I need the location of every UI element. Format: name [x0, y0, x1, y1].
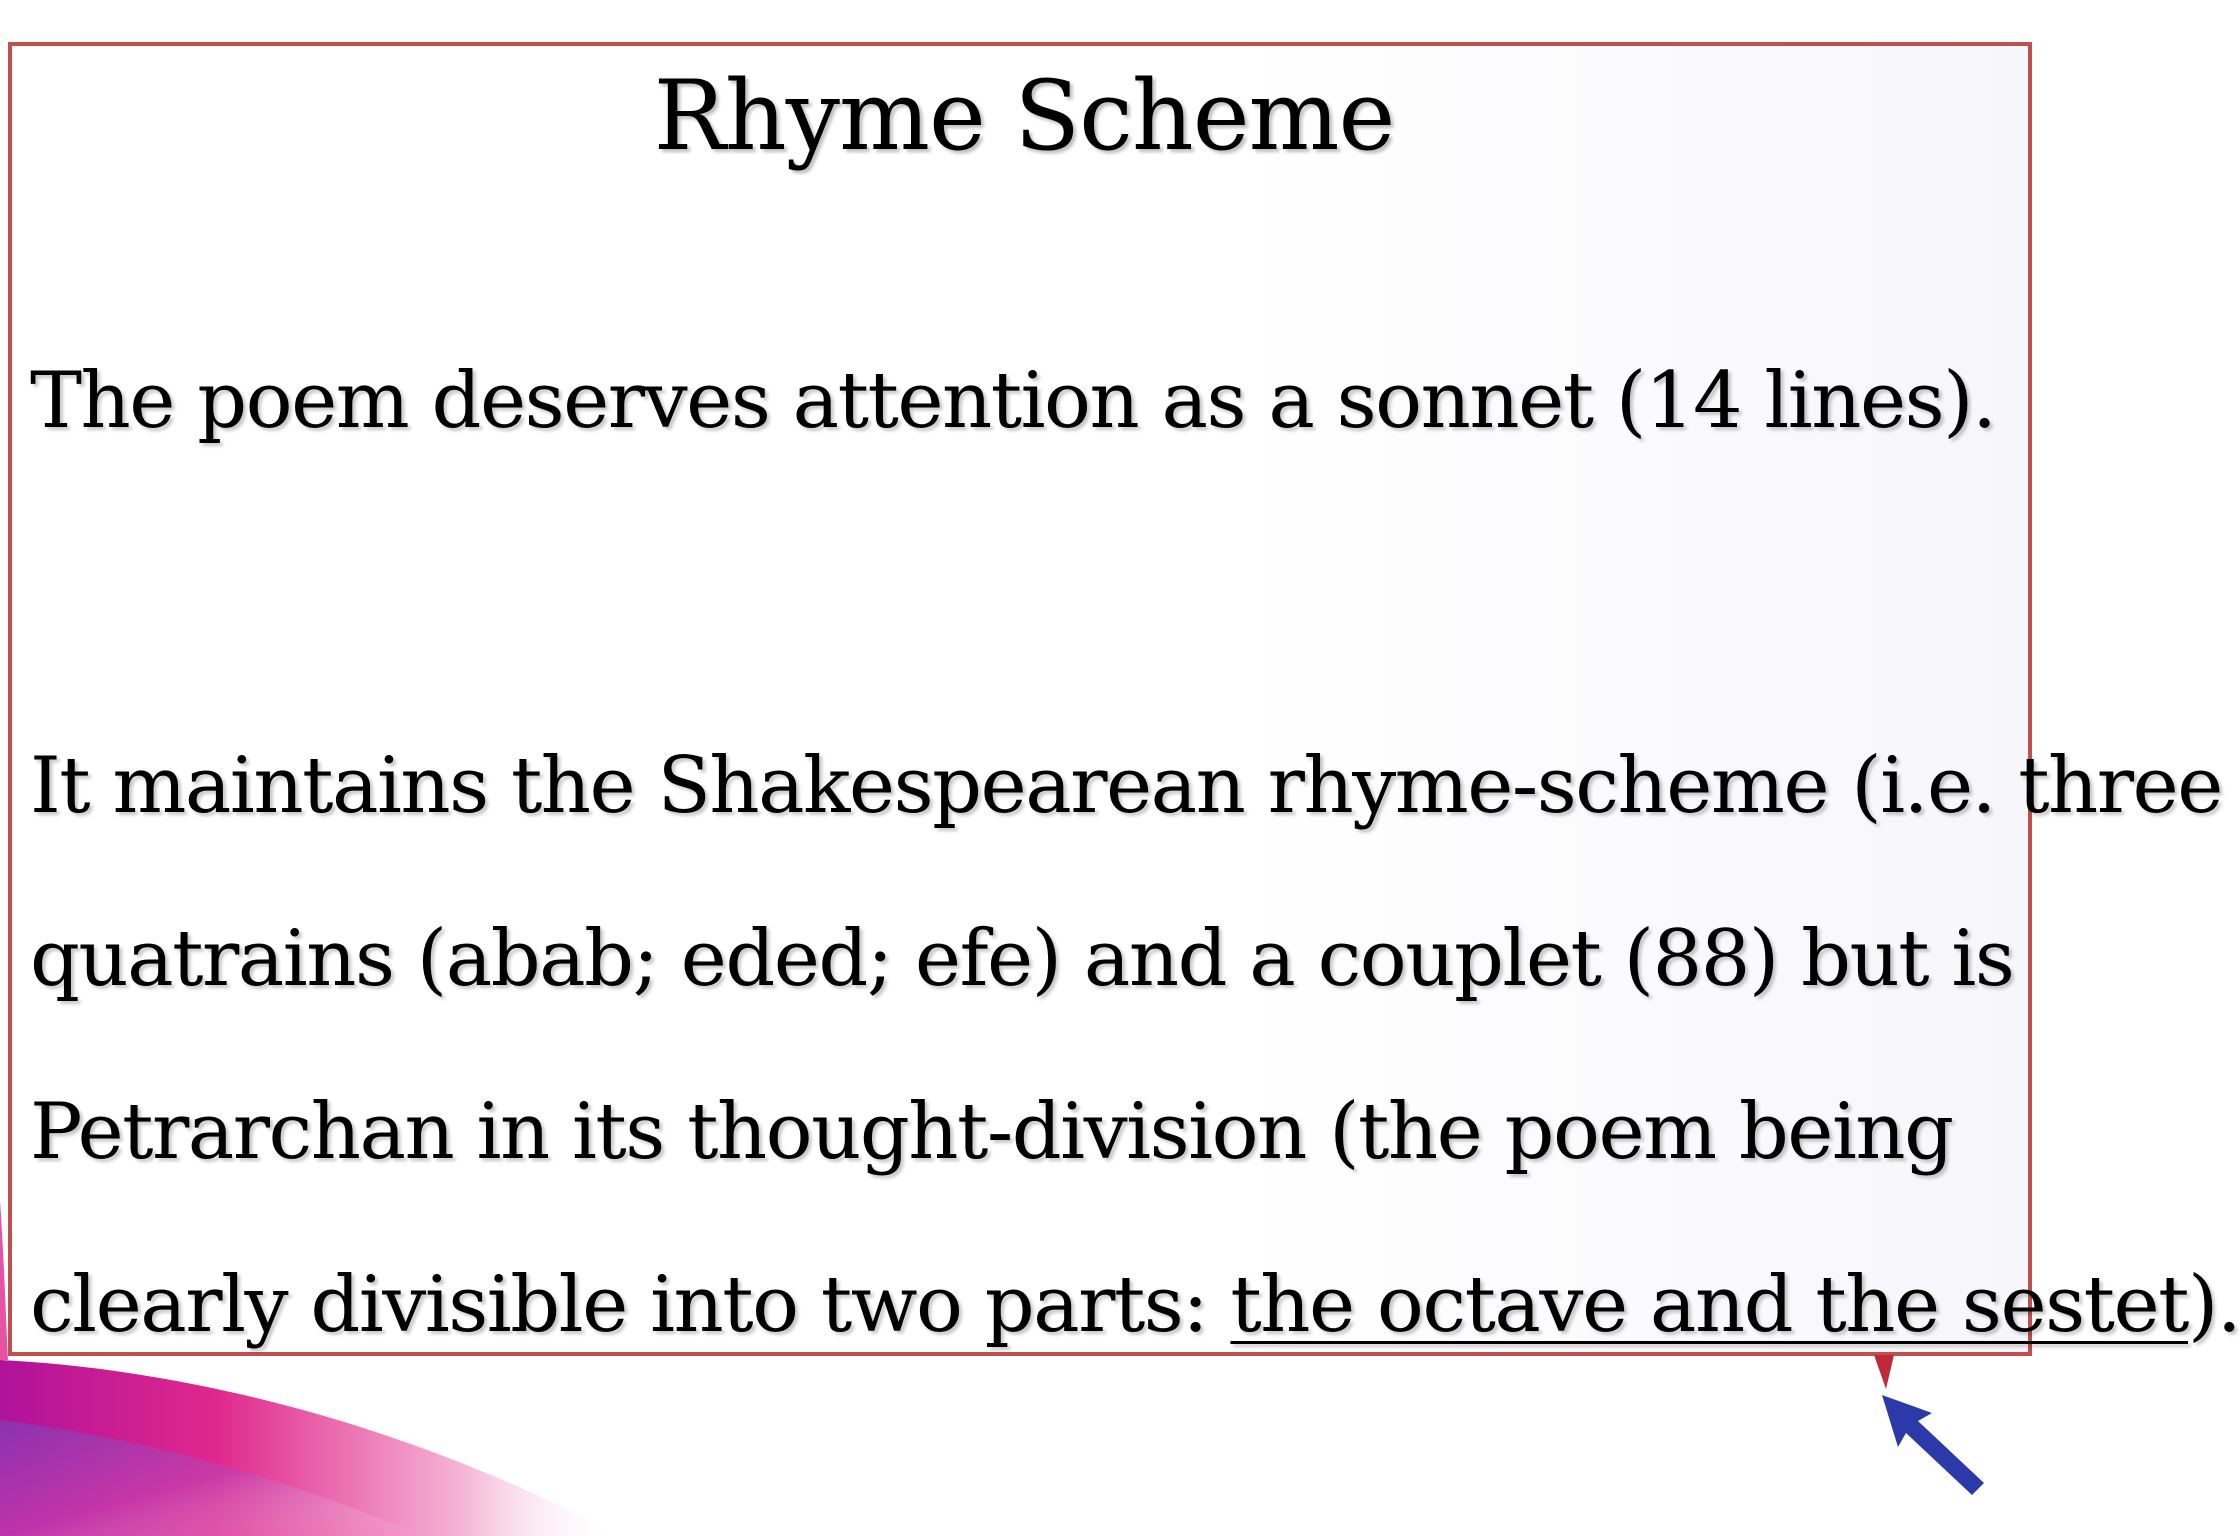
- paragraph-line-4: [30, 1219, 2240, 1392]
- paragraph-line-2: quatrains (abab; eded; efe) and a couplet (88) but is: [30, 914, 2014, 1004]
- paragraph-line-3: Petrarchan in its thought-division (the poem being: [30, 1087, 1953, 1177]
- paragraph-rhyme-scheme: [30, 700, 2240, 1392]
- arrow-cursor-icon: [1872, 1355, 2032, 1505]
- paragraph-line-1: It maintains the Shakespearean rhyme-scheme (i.e. three: [30, 741, 2222, 831]
- line4-prefix: clearly divisible into two parts:: [30, 1260, 1231, 1350]
- slide-title: Rhyme Scheme: [653, 60, 1395, 172]
- line4-suffix: ).: [2188, 1260, 2240, 1350]
- paragraph-sonnet: The poem deserves attention as a sonnet (14 lines).: [30, 356, 1996, 446]
- octave-sestet-underlined: the octave and the sestet: [1230, 1260, 2188, 1350]
